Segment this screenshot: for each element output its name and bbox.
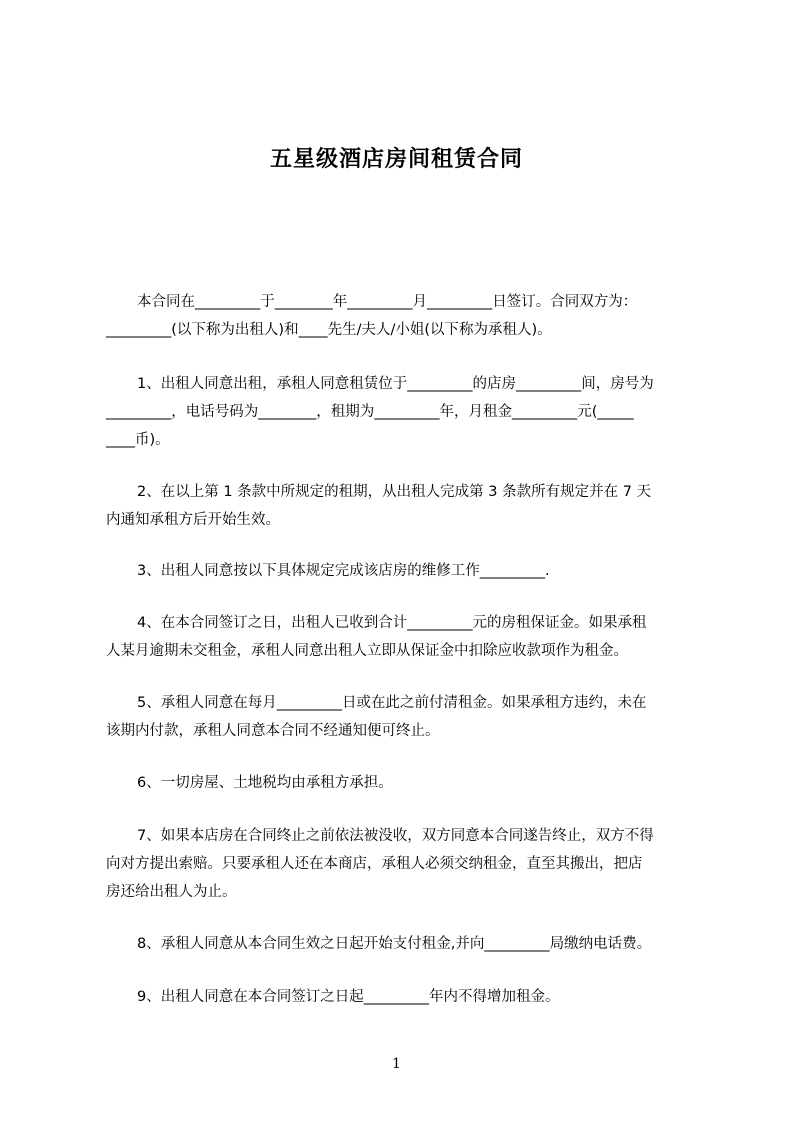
intro-line-1: 本合同在_________于________年_________月_________日签订。合同双方为： bbox=[137, 294, 638, 310]
clause-line: 3、出租人同意按以下具体规定完成该店房的维修工作_________. bbox=[137, 563, 550, 579]
clause-line: 5、承租人同意在每月_________日或在此之前付清租金。如果承租方违约，未在 bbox=[137, 695, 647, 711]
clause-line: 2、在以上第 1 条款中所规定的租期，从出租人完成第 3 条款所有规定并在 7 天 bbox=[137, 484, 652, 500]
clause-line: 4、在本合同签订之日，出租人已收到合计_________元的房租保证金。如果承租 bbox=[137, 615, 647, 631]
clause-line: _________，电话号码为________，租期为_________年，月租金_________元(_____ bbox=[106, 404, 634, 420]
clause-line: 6、一切房屋、土地税均由承租方承担。 bbox=[137, 775, 393, 791]
page-number: 1 bbox=[392, 1056, 401, 1072]
clause-line: 房还给出租人为止。 bbox=[106, 884, 237, 900]
document-title: 五星级酒店房间租赁合同 bbox=[269, 147, 523, 172]
clause-line: 向对方提出索赔。只要承租人还在本商店，承租人必须交纳租金，直至其搬出，把店 bbox=[106, 856, 643, 872]
clause-line: 7、如果本店房在合同终止之前依法被没收，双方同意本合同遂告终止，双方不得 bbox=[137, 828, 654, 844]
clause-line: 9、出租人同意在本合同签订之日起_________年内不得增加租金。 bbox=[137, 989, 560, 1005]
clause-line: 该期内付款，承租人同意本合同不经通知便可终止。 bbox=[106, 723, 440, 739]
clause-line: 人某月逾期未交租金，承租人同意出租人立即从保证金中扣除应收款项作为租金。 bbox=[106, 643, 628, 659]
clause-line: 内通知承租方后开始生效。 bbox=[106, 512, 280, 528]
intro-line-2: _________(以下称为出租人)和____先生/夫人/小姐(以下称为承租人)。 bbox=[106, 322, 552, 338]
clause-line: 8、承租人同意从本合同生效之日起开始支付租金,并向_________局缴纳电话费。 bbox=[137, 936, 652, 952]
clause-line: 1、出租人同意出租，承租人同意租赁位于_________的店房_________间，房号为 bbox=[137, 376, 654, 392]
clause-line: ____币)。 bbox=[106, 432, 170, 448]
